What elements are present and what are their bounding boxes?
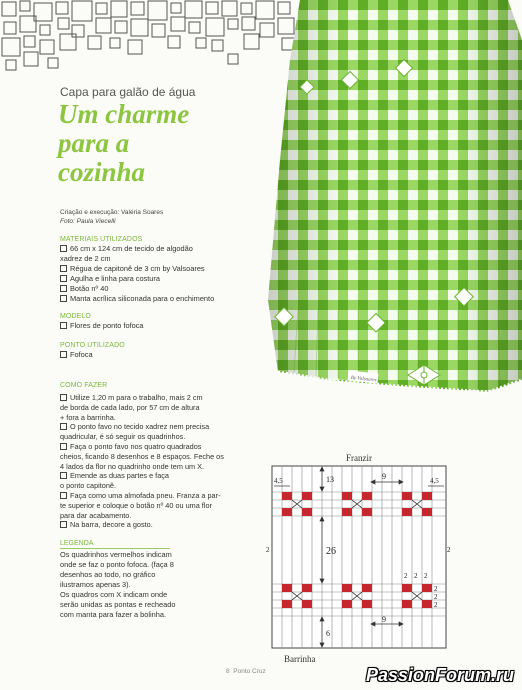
list-item: Manta acrílica siliconada para o enchimento — [60, 294, 260, 304]
model-list — [60, 321, 260, 331]
howto-line: Faça como uma almofada pneu. Franza a par- — [60, 491, 275, 501]
dim-small: 2 — [434, 601, 438, 609]
dim-small: 2 — [404, 572, 408, 580]
checkbox-icon — [60, 394, 67, 401]
page-number: 8 — [226, 668, 230, 675]
howto-line: Emende as duas partes e faça — [60, 471, 275, 481]
stitch-list — [60, 350, 260, 360]
dim-edge-width: 4,5 — [274, 477, 283, 485]
legend-text — [60, 550, 180, 620]
page-footer — [226, 668, 266, 675]
list-item: xadrez de 2 cm — [60, 254, 111, 263]
pattern-diagram — [266, 452, 452, 670]
materials-list — [60, 244, 260, 304]
howto-line: 4 lados da flor no quadrinho onde tem um X. — [60, 461, 205, 471]
dim-side: 2 — [447, 546, 451, 554]
checkbox-icon — [60, 351, 67, 358]
howto-line: para dar acabamento. — [60, 510, 132, 520]
materials-title: MATERIAIS UTILIZADOS — [60, 236, 143, 243]
checkbox-icon — [60, 245, 67, 252]
magazine-name: Ponto Cruz — [233, 668, 266, 675]
dim-small: 2 — [434, 593, 438, 601]
checkbox-icon — [60, 423, 67, 430]
dim-edge-width: 4,5 — [430, 477, 439, 485]
legend-paragraph: Os quadrinhos vermelhos indicam onde se faz o ponto fofoca. (faça 8 desenhos ao todo, no gráfico ilustramos apenas 3). — [60, 550, 174, 589]
legend-divider — [60, 548, 170, 549]
title-line: Um charme — [58, 99, 190, 129]
title-line: cozinha — [58, 157, 146, 187]
checkbox-icon — [60, 265, 67, 272]
legend-title: LEGENDA — [60, 540, 94, 547]
diagram-top-label: Franzir — [346, 453, 372, 463]
product-photo — [258, 0, 522, 400]
checkbox-icon — [60, 295, 67, 302]
list-item: Régua de capitonê de 3 cm by Valsoares — [60, 264, 260, 274]
checkbox-icon — [60, 472, 67, 479]
howto-line: O ponto favo no tecido xadrez nem precisa — [60, 422, 275, 432]
dim-small: 2 — [414, 572, 418, 580]
stitch-title: PONTO UTILIZADO — [60, 342, 125, 349]
credit-creation: Criação e execução: Valéria Soares — [60, 209, 164, 216]
howto-title: COMO FAZER — [60, 382, 108, 389]
checkbox-icon — [60, 443, 67, 450]
dim-center-width: 9 — [382, 472, 386, 481]
howto-line: + fora a barrinha. — [60, 412, 116, 422]
dim-small: 2 — [434, 585, 438, 593]
product-tag: By Valsoares — [350, 375, 377, 384]
checkbox-icon — [60, 322, 67, 329]
diagram-bottom-label: Barrinha — [284, 654, 316, 664]
howto-line: cheios, ficando 8 desenhos e 8 espaços. Feche os — [60, 451, 224, 461]
checkbox-icon — [60, 521, 67, 528]
model-title: MODELO — [60, 313, 91, 320]
square-pattern-decoration — [0, 0, 300, 75]
list-item: Fofoca — [60, 350, 260, 360]
checkbox-icon — [60, 492, 67, 499]
dim-small: 2 — [424, 572, 428, 580]
dim-top-height: 13 — [326, 475, 334, 484]
watermark: PassionForum.ru — [365, 665, 514, 685]
list-item: Botão nº 40 — [60, 284, 260, 294]
title-line: para a — [58, 128, 130, 158]
list-item: 66 cm x 124 cm de tecido de algodão — [60, 244, 260, 254]
credit-photo: Foto: Paula Viecelli — [60, 218, 116, 225]
legend-paragraph: Os quadros com X indicam onde serão unidas as pontas e recheado com manta para fazer a bolinha. — [60, 590, 176, 619]
howto-line: Utilize 1,20 m para o trabalho, mais 2 cm — [60, 393, 275, 403]
howto-line: te superior e coloque o botão nº 40 ou uma flor — [60, 500, 212, 510]
checkbox-icon — [60, 285, 67, 292]
howto-steps — [60, 393, 275, 530]
credits — [60, 208, 163, 226]
list-item: Flores de ponto fofoca — [60, 321, 260, 331]
dim-side: 2 — [266, 546, 270, 554]
list-item: Agulha e linha para costura — [60, 274, 260, 284]
article-kicker: Capa para galão de água — [60, 85, 196, 99]
howto-line: Faça o ponto favo nos quatro quadrados — [60, 442, 275, 452]
article-title — [58, 100, 258, 187]
howto-line: o ponto capitonê. — [60, 481, 116, 491]
howto-line: quadricular, é só seguir os quadrinhos. — [60, 432, 186, 442]
dim-center-width: 9 — [382, 615, 386, 624]
howto-line: Na barra, decore a gosto. — [60, 520, 275, 530]
dim-bottom-height: 6 — [326, 629, 330, 638]
checkbox-icon — [60, 275, 67, 282]
dim-middle-height: 26 — [326, 546, 336, 557]
howto-line: de borda de cada lado, por 57 cm de altura — [60, 402, 200, 412]
